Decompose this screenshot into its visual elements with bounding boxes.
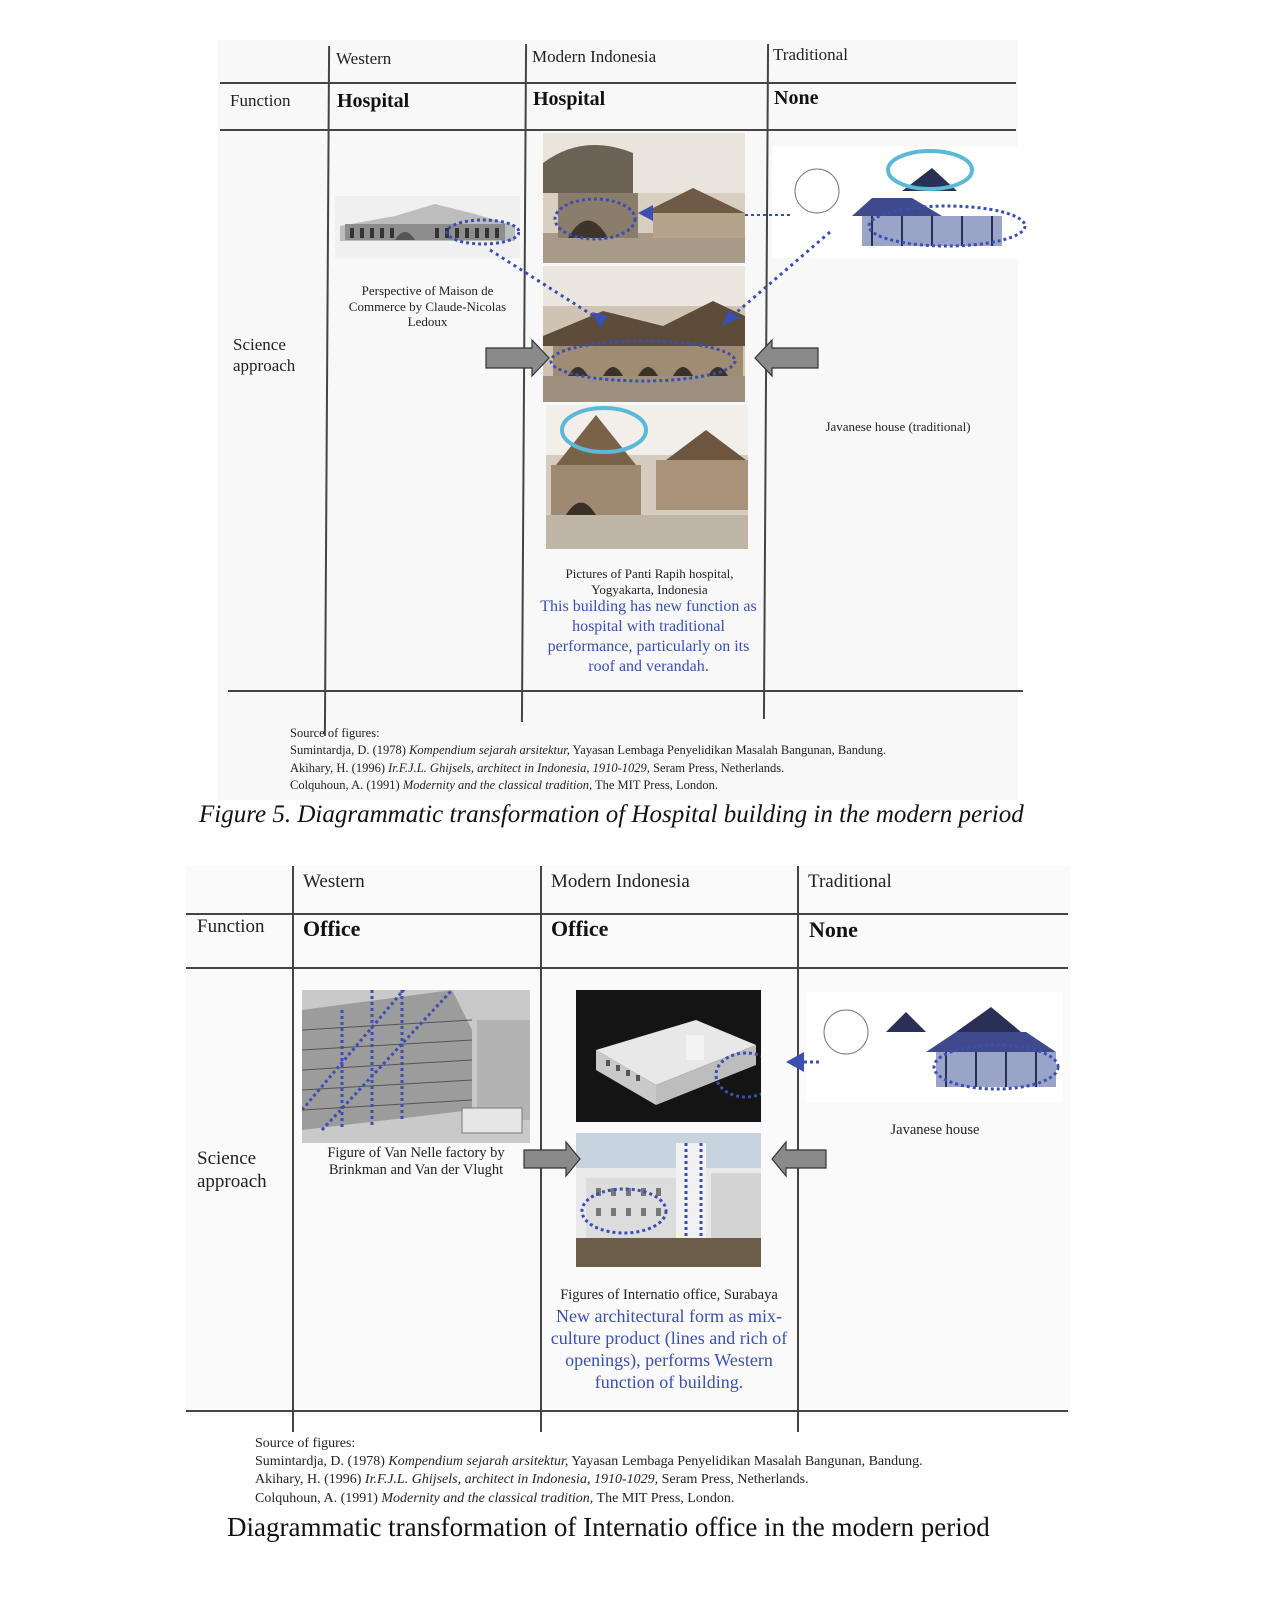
modern-annotation-note: New architectural form as mix-culture product (lines and rich of openings), performs Western function of building.: [550, 1306, 788, 1392]
column-header-traditional: Traditional: [773, 45, 848, 64]
column-header-modern-indonesia: Modern Indonesia: [532, 47, 657, 66]
column-header-western: Western: [336, 49, 392, 68]
source-line: Colquhoun, A. (1991) Modernity and the classical tradition, The MIT Press, London.: [255, 1490, 735, 1506]
function-traditional: None: [774, 87, 819, 109]
source-line: Akihary, H. (1996) Ir.F.J.L. Ghijsels, architect in Indonesia, 1910-1029, Seram Press, Netherlands.: [290, 760, 785, 775]
function-modern: Office: [551, 916, 609, 941]
function-traditional: None: [809, 917, 858, 942]
figure-2-sources: [255, 1435, 1015, 1508]
table-rule: [186, 1410, 1068, 1412]
row-label-science-approach: Science approach: [233, 335, 296, 376]
row-label-function: Function: [197, 916, 265, 937]
function-western: Hospital: [337, 90, 410, 112]
source-line: Sumintardja, D. (1978) Kompendium sejarah arsitektur, Yayasan Lembaga Penyelidikan Masalah Bangunan, Bandung.: [290, 743, 887, 758]
figure-2-arrows: [0, 800, 1261, 1300]
row-label-science-approach: Science approach: [197, 1148, 267, 1193]
modern-annotation-note: This building has new function as hospital with traditional performance, particularly on its roof and verandah.: [540, 598, 757, 675]
figure-2-caption: Diagrammatic transformation of Internatio office in the modern period: [227, 1512, 990, 1542]
function-western: Office: [303, 916, 361, 941]
figure-1-sources: [290, 725, 970, 794]
western-image-caption: Figure of Van Nelle factory by Brinkman and Van der Vlught: [327, 1145, 505, 1179]
column-header-western: Western: [303, 871, 365, 892]
source-line: Akihary, H. (1996) Ir.F.J.L. Ghijsels, architect in Indonesia, 1910-1029, Seram Press, Netherlands.: [255, 1472, 809, 1488]
sources-title: Source of figures:: [290, 726, 380, 740]
western-image-caption: Perspective of Maison de Commerce by Claude-Nicolas Ledoux: [348, 283, 507, 330]
modern-image-caption: Figures of Internatio office, Surabaya: [560, 1287, 778, 1303]
traditional-image-caption: Javanese house (traditional): [825, 419, 971, 434]
row-label-function: Function: [230, 91, 291, 110]
figure-1-caption: Figure 5. Diagrammatic transformation of Hospital building in the modern period: [199, 801, 1024, 828]
function-modern: Hospital: [533, 88, 606, 110]
sources-title: Source of figures:: [255, 1436, 356, 1451]
source-line: Sumintardja, D. (1978) Kompendium sejarah arsitektur, Yayasan Lembaga Penyelidikan Masalah Bangunan, Bandung.: [255, 1454, 923, 1470]
column-header-modern-indonesia: Modern Indonesia: [551, 871, 690, 892]
modern-image-caption: Pictures of Panti Rapih hospital, Yogyakarta, Indonesia: [565, 566, 734, 597]
traditional-image-caption: Javanese house: [890, 1122, 980, 1138]
column-header-traditional: Traditional: [808, 871, 892, 892]
source-line: Colquhoun, A. (1991) Modernity and the classical tradition, The MIT Press, London.: [290, 777, 718, 792]
